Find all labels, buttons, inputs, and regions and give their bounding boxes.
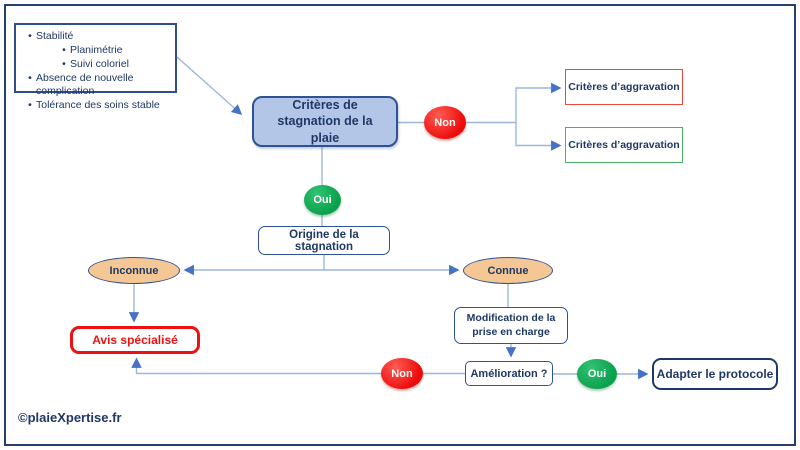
- node-label: Inconnue: [109, 264, 159, 277]
- decision-yes-middle: [304, 185, 341, 215]
- node-aggravation-criteria-red: [565, 69, 683, 105]
- arrow-branch-to-aggravation-green: [516, 123, 560, 146]
- node-label: Connue: [487, 264, 529, 277]
- node-label: Modification de la prise en charge: [466, 311, 556, 338]
- node-stagnation-criteria: [252, 96, 398, 147]
- bullet-icon: •: [62, 57, 66, 70]
- node-label: Critères d’aggravation: [568, 81, 680, 93]
- list-item-label: Stabilité: [36, 30, 74, 42]
- bullet-icon: •: [28, 71, 32, 84]
- node-origin-unknown: [88, 257, 180, 284]
- node-label: Avis spécialisé: [92, 333, 178, 347]
- decision-yes-bottom: [577, 359, 617, 389]
- copyright-watermark: ©plaieXpertise.fr: [18, 410, 122, 425]
- list-item-label: Suivi coloriel: [70, 57, 129, 70]
- list-item: [24, 30, 169, 44]
- list-item-label: Tolérance des soins stable: [36, 99, 160, 112]
- node-care-modification: [454, 307, 568, 344]
- node-label: Critères de stagnation de la plaie: [277, 98, 373, 145]
- arrow-criteria-to-stagnation: [177, 57, 241, 114]
- bullet-icon: •: [28, 99, 32, 112]
- node-stagnation-origin: [258, 226, 390, 255]
- node-origin-known: [463, 257, 553, 284]
- node-specialist-advice: [70, 326, 200, 354]
- decision-no-top: [424, 106, 466, 139]
- decision-label: Non: [391, 367, 413, 380]
- list-item-label: Planimétrie: [70, 43, 123, 56]
- decision-label: Oui: [587, 368, 607, 380]
- bullet-icon: •: [28, 30, 32, 42]
- arrow-branch-to-aggravation-red: [516, 88, 560, 123]
- decision-label: Non: [434, 116, 456, 129]
- decision-label: Oui: [313, 194, 332, 206]
- list-item: [24, 99, 169, 113]
- node-label: Adapter le protocole: [656, 367, 774, 381]
- decision-no-bottom: [381, 358, 423, 389]
- list-item: [58, 44, 169, 58]
- node-label: Amélioration ?: [470, 367, 548, 380]
- bullet-icon: •: [62, 43, 66, 56]
- list-item: [24, 72, 169, 100]
- list-item-label: Absence de nouvelle complication: [36, 71, 134, 98]
- node-label: Origine de la stagnation: [289, 228, 359, 253]
- list-item: [58, 58, 169, 72]
- stability-criteria-list: [14, 23, 177, 112]
- node-improvement-question: [465, 361, 553, 386]
- node-label: Critères d’aggravation: [568, 139, 680, 151]
- node-aggravation-criteria-green: [565, 127, 683, 163]
- node-adapt-protocol: [652, 358, 778, 390]
